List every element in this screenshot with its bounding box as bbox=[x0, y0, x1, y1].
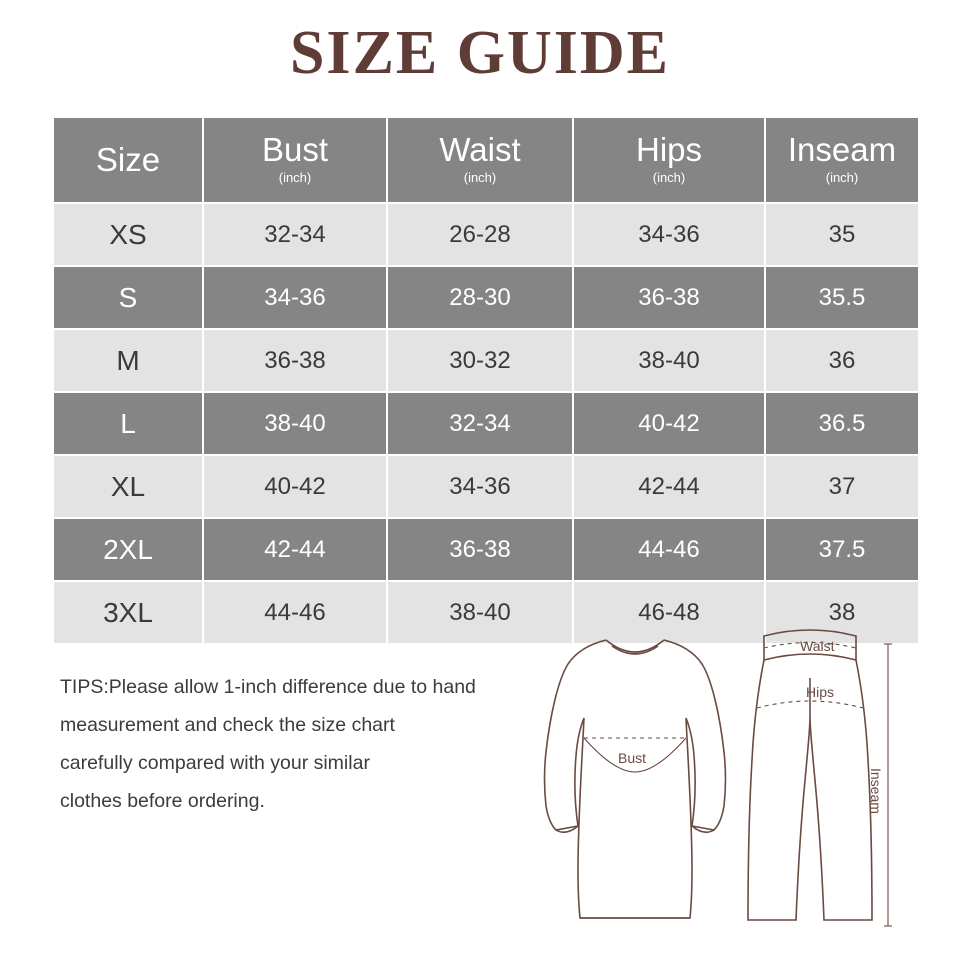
cell-inseam: 38 bbox=[766, 582, 918, 643]
inseam-measure-label: Inseam bbox=[868, 768, 884, 814]
column-header-bust-label: Bust bbox=[261, 131, 329, 169]
cell-inseam: 36 bbox=[766, 330, 918, 391]
tips-line-1: TIPS:Please allow 1-inch difference due to hand bbox=[60, 676, 476, 698]
tips-line-4: clothes before ordering. bbox=[60, 790, 265, 812]
cell-size: XL bbox=[54, 456, 202, 517]
cell-bust: 32-34 bbox=[204, 204, 386, 265]
cell-waist: 32-34 bbox=[388, 393, 572, 454]
size-table-container bbox=[52, 116, 914, 645]
column-header-hips-label: Hips bbox=[635, 131, 703, 169]
page-title: SIZE GUIDE bbox=[289, 19, 671, 87]
cell-hips: 46-48 bbox=[574, 582, 764, 643]
cell-bust: 42-44 bbox=[204, 519, 386, 580]
cell-hips: 34-36 bbox=[574, 204, 764, 265]
cell-bust: 34-36 bbox=[204, 267, 386, 328]
table-row bbox=[54, 267, 918, 328]
column-header-inseam bbox=[766, 118, 918, 202]
column-header-bust-unit: (inch) bbox=[278, 169, 312, 185]
cell-bust: 38-40 bbox=[204, 393, 386, 454]
table-body bbox=[54, 204, 918, 643]
header-row bbox=[54, 118, 918, 202]
table-row bbox=[54, 456, 918, 517]
tips-line-3: carefully compared with your similar bbox=[60, 752, 370, 774]
cell-inseam: 35.5 bbox=[766, 267, 918, 328]
table-row bbox=[54, 519, 918, 580]
table-row bbox=[54, 204, 918, 265]
table-row bbox=[54, 393, 918, 454]
cell-size: XS bbox=[54, 204, 202, 265]
cell-bust: 44-46 bbox=[204, 582, 386, 643]
size-table bbox=[52, 116, 920, 645]
cell-hips: 36-38 bbox=[574, 267, 764, 328]
cell-hips: 40-42 bbox=[574, 393, 764, 454]
shirt-illustration bbox=[520, 620, 750, 935]
column-header-size bbox=[54, 118, 202, 202]
cell-inseam: 37 bbox=[766, 456, 918, 517]
column-header-waist-unit: (inch) bbox=[463, 169, 497, 185]
cell-waist: 38-40 bbox=[388, 582, 572, 643]
cell-bust: 36-38 bbox=[204, 330, 386, 391]
cell-waist: 34-36 bbox=[388, 456, 572, 517]
column-header-bust bbox=[204, 118, 386, 202]
cell-waist: 36-38 bbox=[388, 519, 572, 580]
table-header bbox=[54, 118, 918, 202]
bust-measure-label: Bust bbox=[618, 750, 647, 766]
cell-size: 3XL bbox=[54, 582, 202, 643]
column-header-hips-unit: (inch) bbox=[652, 169, 686, 185]
cell-bust: 40-42 bbox=[204, 456, 386, 517]
cell-inseam: 35 bbox=[766, 204, 918, 265]
cell-size: 2XL bbox=[54, 519, 202, 580]
cell-size: S bbox=[54, 267, 202, 328]
hips-measure-label: Hips bbox=[806, 684, 835, 700]
cell-waist: 28-30 bbox=[388, 267, 572, 328]
column-header-waist bbox=[388, 118, 572, 202]
cell-hips: 42-44 bbox=[574, 456, 764, 517]
tips-line-2: measurement and check the size chart bbox=[60, 714, 395, 736]
leggings-illustration bbox=[740, 620, 920, 945]
cell-size: M bbox=[54, 330, 202, 391]
column-header-hips bbox=[574, 118, 764, 202]
tips-text bbox=[60, 668, 550, 820]
cell-waist: 30-32 bbox=[388, 330, 572, 391]
cell-size: L bbox=[54, 393, 202, 454]
column-header-waist-label: Waist bbox=[439, 131, 521, 169]
column-header-inseam-unit: (inch) bbox=[825, 169, 859, 185]
column-header-size-label: Size bbox=[95, 140, 161, 178]
waist-measure-label: Waist bbox=[800, 638, 835, 654]
cell-inseam: 36.5 bbox=[766, 393, 918, 454]
cell-hips: 44-46 bbox=[574, 519, 764, 580]
cell-waist: 26-28 bbox=[388, 204, 572, 265]
column-header-inseam-label: Inseam bbox=[787, 131, 897, 169]
cell-inseam: 37.5 bbox=[766, 519, 918, 580]
cell-hips: 38-40 bbox=[574, 330, 764, 391]
table-row bbox=[54, 330, 918, 391]
